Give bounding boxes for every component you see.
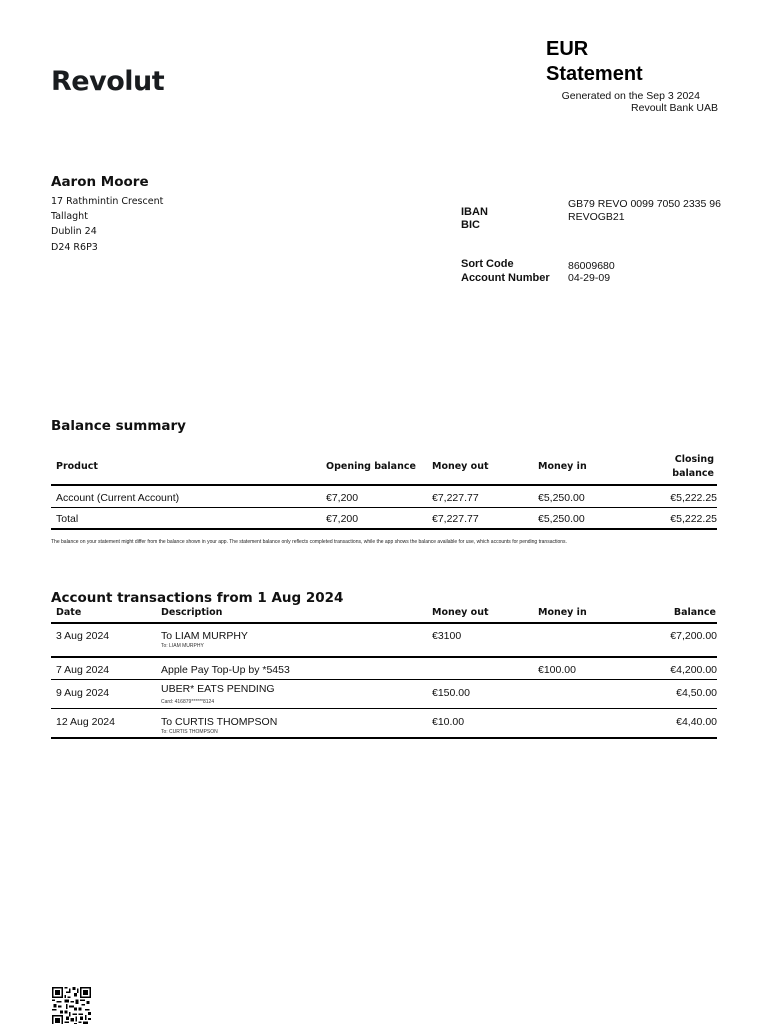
cell-date: 7 Aug 2024 (56, 664, 110, 676)
cell-detail: Card: 416879******8124 (161, 699, 215, 705)
cell-detail: To: LIAM MURPHY (161, 643, 204, 649)
cell-money-in: €5,250.00 (538, 492, 585, 504)
cell-description: To LIAM MURPHY (161, 630, 248, 642)
col-header-product: Product (56, 461, 98, 472)
address-line: 17 Rathmintin Crescent (51, 196, 164, 207)
closing-line2: balance (672, 468, 714, 479)
col-header-closing (640, 453, 714, 481)
cell-closing: €5,222.25 (670, 513, 717, 525)
cell-detail: To: CURTIS THOMPSON (161, 729, 218, 735)
table-rule (51, 507, 717, 508)
address-line: Tallaght (51, 211, 88, 222)
table-rule (51, 622, 717, 624)
bic-value: REVOGB21 (568, 211, 625, 223)
closing-line1: Closing (674, 454, 714, 465)
statement-title (546, 37, 643, 87)
cell-money-out: €3100 (432, 630, 462, 642)
address-line: Dublin 24 (51, 226, 97, 237)
account-number-value: 04-29-09 (568, 272, 611, 284)
cell-closing: €5,222.25 (670, 492, 717, 504)
iban-label: IBAN (461, 206, 488, 218)
cell-description: Apple Pay Top-Up by *5453 (161, 664, 290, 676)
table-rule (51, 737, 717, 739)
cell-money-out: €7,227.77 (432, 492, 479, 504)
col-header-money-in: Money in (538, 461, 587, 472)
col-header-description: Description (161, 607, 223, 618)
cell-balance: €4,200.00 (670, 664, 717, 676)
statement-currency: EUR (546, 38, 589, 60)
col-header-money-out: Money out (432, 607, 489, 618)
col-header-money-out: Money out (432, 461, 489, 472)
qr-code-icon (52, 987, 91, 1024)
cell-balance: €4,50.00 (676, 687, 717, 699)
cell-balance: €4,40.00 (676, 716, 717, 728)
cell-opening: €7,200 (326, 492, 359, 504)
table-rule (51, 528, 717, 530)
sort-code-label: Sort Code (461, 258, 514, 270)
cell-money-out: €7,227.77 (432, 513, 479, 525)
balance-summary-title: Balance summary (51, 418, 186, 434)
cell-date: 3 Aug 2024 (56, 630, 110, 642)
col-header-balance: Balance (673, 607, 716, 618)
cell-balance: €7,200.00 (670, 630, 717, 642)
col-header-date: Date (56, 607, 82, 618)
account-number-label: Account Number (461, 272, 550, 284)
sort-code-value: 86009680 (568, 260, 615, 272)
bank-name: Revoult Bank UAB (631, 102, 718, 114)
transactions-title: Account transactions from 1 Aug 2024 (51, 590, 344, 606)
table-rule (51, 708, 717, 709)
cell-money-out: €150.00 (432, 687, 470, 699)
iban-value: GB79 REVO 0099 7050 2335 96 (568, 198, 721, 210)
generated-date: Generated on the Sep 3 2024 (561, 90, 700, 102)
cell-description: UBER* EATS PENDING (161, 683, 275, 695)
revolut-logo: Revolut (51, 66, 165, 97)
bic-label: BIC (461, 219, 480, 231)
col-header-opening: Opening balance (326, 461, 416, 472)
cell-opening: €7,200 (326, 513, 359, 525)
table-rule (51, 656, 717, 658)
col-header-money-in: Money in (538, 607, 587, 618)
cell-description: To CURTIS THOMPSON (161, 716, 278, 728)
cell-date: 9 Aug 2024 (56, 687, 110, 699)
cell-product: Account (Current Account) (56, 492, 180, 504)
table-rule (51, 484, 717, 486)
table-rule (51, 679, 717, 680)
cell-money-out: €10.00 (432, 716, 465, 728)
cell-product: Total (56, 513, 79, 525)
address-line: D24 R6P3 (51, 242, 98, 253)
cell-money-in: €100.00 (538, 664, 576, 676)
customer-name: Aaron Moore (51, 174, 149, 190)
statement-word: Statement (546, 63, 643, 85)
cell-date: 12 Aug 2024 (56, 716, 115, 728)
cell-money-in: €5,250.00 (538, 513, 585, 525)
balance-note: The balance on your statement might differ from the balance shown in your app. The statement balance only reflects completed transactions, while the app shows the balance available for use, which accounts for pending transactions. (51, 539, 567, 545)
